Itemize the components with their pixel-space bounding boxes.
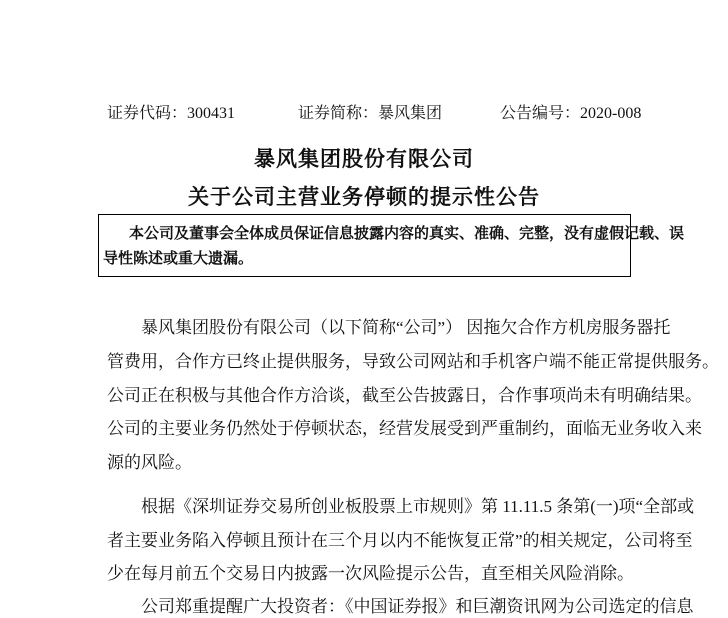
- statement-box: [98, 214, 685, 277]
- paragraph-line: 暴风集团股份有限公司（以下简称“公司”） 因拖欠合作方机房服务器托: [141, 318, 671, 337]
- notice-number: 公告编号：2020-008: [500, 105, 642, 122]
- paragraph-line: 源的风险。: [107, 453, 192, 472]
- paragraph-line: 公司的主要业务仍然处于停顿状态，经营发展受到严重制约，面临无业务收入来: [107, 419, 702, 438]
- statement-line: 导性陈述或重大遗漏。: [103, 251, 254, 267]
- company-title: 暴风集团股份有限公司: [254, 147, 474, 171]
- paragraph-line: 公司正在积极与其他合作方洽谈，截至公告披露日，合作事项尚未有明确结果。: [107, 386, 702, 405]
- statement-line: 本公司及董事会全体成员保证信息披露内容的真实、准确、完整，没有虚假记载、误: [129, 226, 685, 242]
- stock-code: 证券代码：300431: [107, 105, 236, 122]
- paragraph-line: 公司郑重提醒广大投资者：《中国证券报》和巨潮资讯网为公司选定的信息: [141, 597, 694, 616]
- paragraph-line: 根据《深圳证券交易所创业板股票上市规则》第 11.11.5 条第(一)项“全部或: [141, 497, 695, 516]
- notice-subject-title: 关于公司主营业务停顿的提示性公告: [188, 185, 540, 209]
- paragraph-line: 少在每月前五个交易日内披露一次风险提示公告，直至相关风险消除。: [107, 564, 634, 583]
- paragraph-line: 管费用，合作方已终止提供服务，导致公司网站和手机客户端不能正常提供服务。: [107, 352, 719, 371]
- paragraph-line: 者主要业务陷入停顿且预计在三个月以内不能恢复正常”的相关规定，公司将至: [107, 531, 693, 550]
- stock-name: 证券简称：暴风集团: [298, 105, 443, 122]
